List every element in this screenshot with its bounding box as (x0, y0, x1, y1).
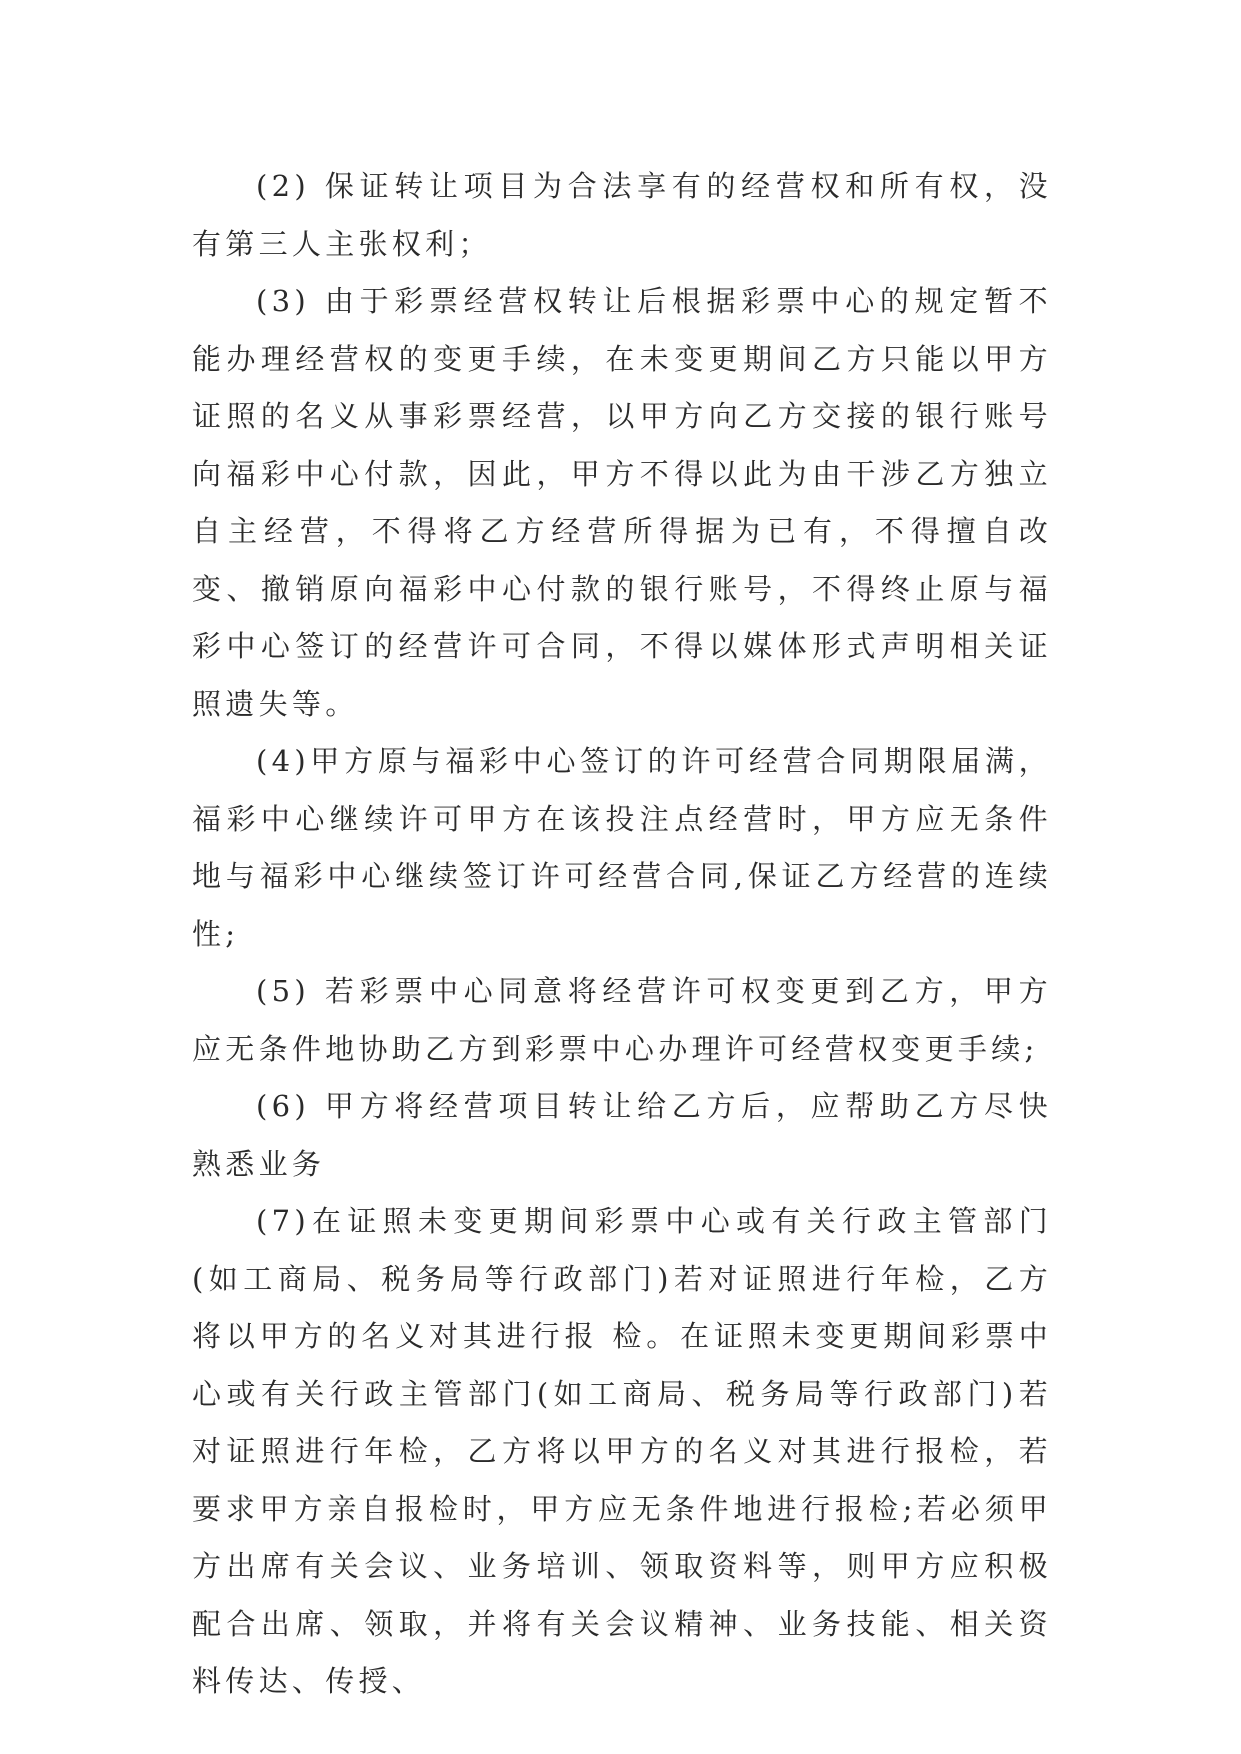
clause-4: (4)甲方原与福彩中心签订的许可经营合同期限届满，福彩中心继续许可甲方在该投注点经营时，甲方应无条件地与福彩中心继续签订许可经营合同,保证乙方经营的连续性; (192, 744, 1052, 951)
clause-5: (5) 若彩票中心同意将经营许可权变更到乙方，甲方应无条件地协助乙方到彩票中心办理许可经营权变更手续; (192, 974, 1052, 1066)
document-body (192, 158, 1052, 1711)
clause-7: (7)在证照未变更期间彩票中心或有关行政主管部门(如工商局、税务局等行政部门)若对证照进行年检，乙方将以甲方的名义对其进行报 检。在证照未变更期间彩票中心或有关行政主管部门(如工商局、税务局等行政部门)若对证照进行年检，乙方将以甲方的名义对其进行报检，若要求甲方亲自报检时，甲方应无条件地进行报检;若必须甲方出席有关会议、业务培训、领取资料等，则甲方应积极配合出席、领取，并将有关会议精神、业务技能、相关资料传达、传授、 (192, 1204, 1052, 1698)
clause-6: (6) 甲方将经营项目转让给乙方后，应帮助乙方尽快熟悉业务 (192, 1089, 1052, 1181)
clause-2: (2) 保证转让项目为合法享有的经营权和所有权，没有第三人主张权利； (192, 169, 1052, 261)
clause-3: (3) 由于彩票经营权转让后根据彩票中心的规定暂不能办理经营权的变更手续，在未变更期间乙方只能以甲方证照的名义从事彩票经营，以甲方向乙方交接的银行账号向福彩中心付款，因此，甲方不得以此为由干涉乙方独立自主经营，不得将乙方经营所得据为已有，不得擅自改变、撤销原向福彩中心付款的银行账号，不得终止原与福彩中心签订的经营许可合同，不得以媒体形式声明相关证照遗失等。 (192, 284, 1052, 721)
